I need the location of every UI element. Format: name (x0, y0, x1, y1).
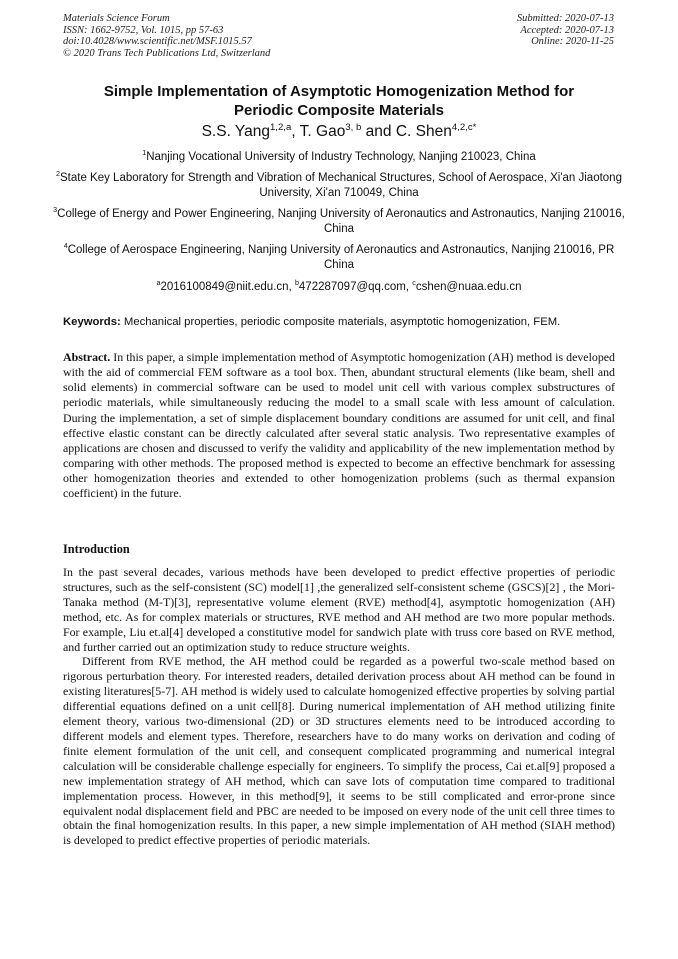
paper-title (40, 82, 638, 120)
journal-name: Materials Science Forum (63, 13, 170, 24)
author-name: T. Gao (299, 123, 346, 140)
publication-dates (517, 13, 614, 48)
affiliation-text: State Key Laboratory for Strength and Vibration of Mechanical Structures, School of Aerospace, Xi'an Jiaotong University, Xi'an 710049, China (59, 172, 622, 199)
author-name: S.S. Yang (201, 123, 270, 140)
journal-issn: ISSN: 1662-9752, Vol. 1015, pp 57-63 (63, 24, 224, 36)
author-affiliation-marker: 4,2,c* (451, 121, 477, 133)
author-separator: , (291, 123, 300, 140)
submitted-date: Submitted: 2020-07-13 (516, 13, 614, 24)
abstract (63, 350, 615, 502)
online-date: Online: 2020-11-25 (531, 36, 614, 48)
affiliation-marker: 1 (142, 149, 147, 158)
introduction-body (63, 565, 615, 848)
author-name: C. Shen (395, 123, 452, 140)
keywords (63, 315, 615, 329)
keywords-label: Keywords: (63, 316, 121, 328)
journal-copyright: © 2020 Trans Tech Publications Ltd, Switzerland (63, 47, 271, 59)
email-marker: b (294, 279, 299, 288)
journal-header (63, 13, 270, 59)
affiliation-text: College of Aerospace Engineering, Nanjing University of Aeronautics and Astronautics, Nanjing 210016, PR China (67, 244, 615, 271)
affiliation-marker: 2 (56, 170, 60, 179)
affiliation-marker: 4 (63, 242, 68, 251)
paragraph: In the past several decades, various methods have been developed to predict effective properties of periodic structures, such as the self-consistent (SC) model[1] ,the generalized self-consistent scheme (GSCS)[2] , the Mori-Tanaka method (M-T)[3], representative volume element (RVE) method[4], asymptotic homogenization (AH) method, etc. As for complex materials or structures, RVE method and AH method are two more popular methods. For example, Liu et.al[4] developed a constitutive model for sandwich plate with truss core based on RVE method, and further carried out an optimization study to reduce structure weights. (63, 565, 615, 654)
journal-doi[interactable]: doi:10.4028/www.scientific.net/MSF.1015.57 (63, 36, 252, 48)
affiliation (50, 171, 628, 201)
affiliations (50, 150, 628, 295)
affiliation (50, 150, 628, 165)
abstract-text: In this paper, a simple implementation method of Asymptotic homogenization (AH) method is developed with the aid of commercial FEM software as a tool box. Then, abundant structural elements (like beam, shell and solid elements) in commercial software can be used to model unit cell with various complex substructures of periodic materials, while simultaneously reducing the model to a small scale with less amount of calculation. During the implementation, a set of simple displacement boundary conditions are assumed for unit cell, and final effective elastic constant can be directly calculated after several static analysis. Two representative examples of applications are chosen and discussed to verify the validity and applicability of the new implementation method by comparing with other methods. The proposed method is expected to become an effective benchmark for assessing other homogenization theories and extended to other homogenization problems (such as thermal expansion coefficient) in the future. (63, 350, 615, 501)
author-affiliation-marker: 1,2,a (269, 121, 292, 133)
affiliation-text: Nanjing Vocational University of Industry Technology, Nanjing 210023, China (146, 151, 536, 163)
author-separator: and (361, 123, 396, 140)
author-list (40, 122, 638, 142)
author-emails (50, 280, 628, 295)
abstract-label: Abstract. (63, 350, 111, 364)
email-marker: a (156, 279, 161, 288)
keywords-text: Mechanical properties, periodic composite materials, asymptotic homogenization, FEM. (120, 316, 561, 328)
affiliation-text: College of Energy and Power Engineering, Nanjing University of Aeronautics and Astronautics, Nanjing 210016, China (57, 208, 625, 235)
section-heading-introduction: Introduction (63, 542, 130, 556)
affiliation (50, 243, 628, 273)
email-link[interactable]: cshen@nuaa.edu.cn (415, 281, 522, 293)
accepted-date: Accepted: 2020-07-13 (520, 24, 614, 36)
title-line: Periodic Composite Materials (233, 102, 445, 119)
author-affiliation-marker: 3, b (345, 121, 362, 133)
email-link[interactable]: 2016100849@niit.edu.cn, (160, 281, 295, 293)
title-line: Simple Implementation of Asymptotic Homogenization Method for (103, 83, 575, 100)
paragraph: Different from RVE method, the AH method could be regarded as a powerful two-scale method based on rigorous perturbation theory. For interested readers, detailed derivation process about AH method can be found in existing literatures[5-7]. AH method is widely used to calculate homogenized effective properties by solving partial differential equations defined on a unit cell[8]. During numerical implementation of AH method utilizing finite element theory, various two-dimensional (2D) or 3D structures elements need to be introduced according to different models and element types. Therefore, researchers have to do many works on derivation and coding of finite element formulation of the unit cell, and consequent complicated programming and numerical integral calculation will be considerable challenge especially for engineers. To simplify the process, Cai et.al[9] proposed a new implementation strategy of AH method, which can save lots of computation time compared to traditional implementation process. However, in this method[9], it seems to be still complicated and error-prone since equivalent nodal displacement field and PBC are needed to be imposed on every node of the unit cell three times to obtain the final homogenization results. In this paper, a new simple implementation of AH method (SIAH method) is developed to predict effective properties of periodic materials. (63, 654, 615, 848)
affiliation-marker: 3 (53, 206, 58, 215)
email-marker: c (412, 279, 416, 288)
email-link[interactable]: 472287097@qq.com, (298, 281, 413, 293)
affiliation (50, 207, 628, 237)
